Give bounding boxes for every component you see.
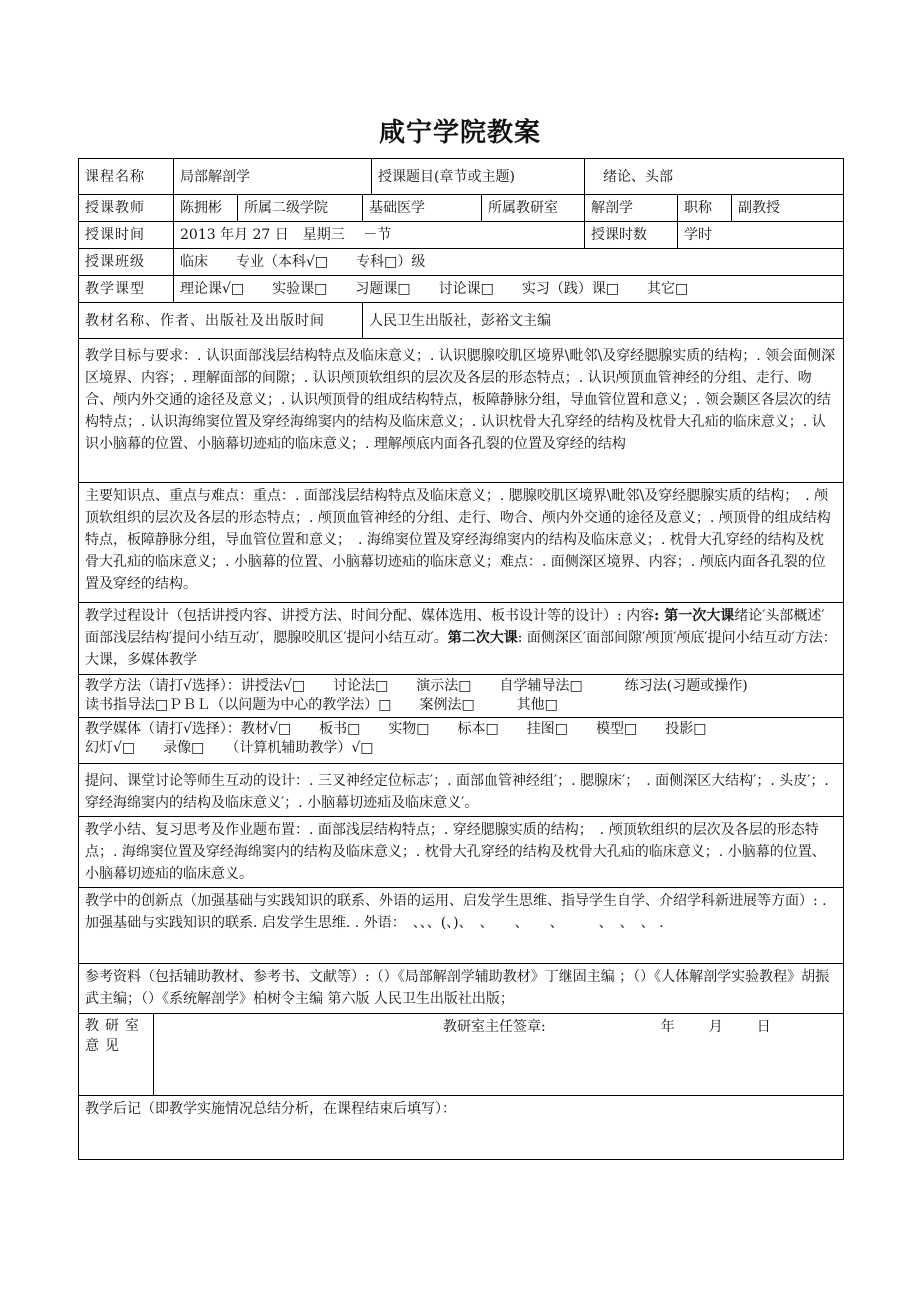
class-row <box>79 249 844 276</box>
topic-value: 绪论、头部 <box>585 159 844 195</box>
course-type-row <box>79 276 844 303</box>
teacher-value: 陈拥彬 <box>174 195 238 222</box>
office-month: 月 <box>708 1019 723 1035</box>
postscript-text: 教学后记（即教学实施情况总结分析，在课程结束后填写）： <box>79 1096 844 1160</box>
class-value: 临床 专业（本科√□ 专科□）级 <box>174 249 844 276</box>
course-row <box>79 159 844 195</box>
office-opinion-cell <box>154 1014 844 1096</box>
media-line-2: 幻灯√□ 录像□ （计算机辅助教学）√□ <box>85 740 374 756</box>
textbook-value: 人民卫生出版社，彭裕文主编 <box>363 303 844 339</box>
summary-text: 教学小结、复习思考及作业题布置：. 面部浅层结构特点；. 穿经腮腺实质的结构； . 颅顶软组织的层次及各层的形态特点；. 海绵窦位置及穿经海绵窦内的结构及临床意义；. 枕骨大孔穿经的结构及枕骨大孔疝的临床意义；. 小脑幕的位置、小脑幕切迹疝的临床意义。 <box>79 817 844 888</box>
time-value: 2013 年月 27 日 星期三 －节 <box>174 222 585 249</box>
teacher-row <box>79 195 844 222</box>
media-line-1: 教学媒体（请打√选择）：教材√□ 板书□ 实物□ 标本□ 挂图□ 模型□ 投影□ <box>85 721 707 737</box>
college-label: 所属二级学院 <box>238 195 363 222</box>
topic-label: 授课题目(章节或主题) <box>372 159 585 195</box>
lesson-plan-table <box>78 158 844 1160</box>
office-opinion-label: 教研室意见 <box>79 1014 154 1096</box>
office-opinion-row <box>79 1014 844 1096</box>
references-text: 参考资料（包括辅助教材、参考书、文献等）:（）《局部解剖学辅助教材》丁继固主编 ；（）《人体解剖学实验教程》胡振武主编；（）《系统解剖学》柏树令主编 第六版 人民卫生出版社出版； <box>79 964 844 1014</box>
course-name-label: 课程名称 <box>79 159 174 195</box>
objectives-text: 教学目标与要求：. 认识面部浅层结构特点及临床意义；. 认识腮腺咬肌区境界\毗邻\及穿经腮腺实质的结构；. 领会面侧深区境界、内容；. 理解面部的间隙；. 认识颅顶软组织的层次及各层的形态特点；. 认识颅顶血管神经的分组、走行、吻合、颅内外交通的途径及意义；. 认识颅顶骨的组成结构特点，板障静脉分组，导血管位置和意义；. 领会颞区各层次的结构特点；. 认识海绵窦位置及穿经海绵窦内的结构及临床意义；. 认识枕骨大孔穿经的结构及枕骨大孔疝的临床意义；. 认识小脑幕的位置、小脑幕切迹疝的临床意义；. 理解颅底内面各孔裂的位置及穿经的结构 <box>79 339 844 483</box>
time-label: 授课时间 <box>79 222 174 249</box>
innovation-text: 教学中的创新点（加强基础与实践知识的联系、外语的运用、启发学生思维、指导学生自学、介绍学科新进展等方面）: . 加强基础与实践知识的联系. 启发学生思维. . 外语： 、、、(、)、 、 、 、 、 、 、 . <box>79 888 844 964</box>
media-cell <box>79 718 844 764</box>
course-type-label: 教学课型 <box>79 276 174 303</box>
process-row <box>79 603 844 675</box>
process-cell <box>79 603 844 675</box>
interaction-text: 提问、课堂讨论等师生互动的设计：. 三叉神经定位标志′；. 面部血管神经组′；. 腮腺床′； . 面侧深区大结构′；. 头皮′；. 穿经海绵窦内的结构及临床意义′；. 小脑幕切迹疝及临床意义′。 <box>79 764 844 817</box>
hours-value: 学时 <box>678 222 844 249</box>
process-first-text: 绪论′头部概述′面部浅层结构′提问小结互动′，腮腺咬肌区′提问小结互动′。 <box>85 608 825 646</box>
postscript-row <box>79 1096 844 1160</box>
media-row <box>79 718 844 764</box>
class-label: 授课班级 <box>79 249 174 276</box>
objectives-row <box>79 339 844 483</box>
course-name-value: 局部解剖学 <box>174 159 372 195</box>
process-first-label: : 第一次大课 <box>654 608 735 624</box>
methods-row <box>79 675 844 718</box>
key-points-text: 主要知识点、重点与难点：重点：. 面部浅层结构特点及临床意义；. 腮腺咬肌区境界\毗邻\及穿经腮腺实质的结构； . 颅顶软组织的层次及各层的形态特点；. 颅顶血管神经的分组、走行、吻合、颅内外交通的途径及意义；. 颅顶骨的组成结构特点，板障静脉分组，导血管位置和意义； . 海绵窦位置及穿经海绵窦内的结构及临床意义；. 枕骨大孔穿经的结构及枕骨大孔疝的临床意义；. 小脑幕的位置、小脑幕切迹疝的临床意义；难点：. 面侧深区境界、内容；. 颅底内面各孔裂的位置及穿经的结构。 <box>79 483 844 603</box>
job-title-value: 副教授 <box>732 195 844 222</box>
office-label: 所属教研室 <box>482 195 585 222</box>
process-intro: 教学过程设计（包括讲授内容、讲授方法、时间分配、媒体选用、板书设计等的设计）: 内容 <box>85 608 655 624</box>
methods-line-2: 读书指导法□ＰＢＬ（以问题为中心的教学法）□ 案例法□ 其他□ <box>85 697 558 713</box>
office-day: 日 <box>756 1019 771 1035</box>
textbook-label: 教材名称、作者、出版社及出版时间 <box>79 303 363 339</box>
innovation-row <box>79 888 844 964</box>
course-type-value: 理论课√□ 实验课□ 习题课□ 讨论课□ 实习（践）课□ 其它□ <box>174 276 844 303</box>
hours-label: 授课时数 <box>585 222 678 249</box>
office-value: 解剖学 <box>585 195 678 222</box>
summary-row <box>79 817 844 888</box>
college-value: 基础医学 <box>363 195 482 222</box>
textbook-row <box>79 303 844 339</box>
office-sign: 教研室主任签章: <box>443 1019 546 1035</box>
document-title: 咸宁学院教案 <box>378 118 541 148</box>
references-row <box>79 964 844 1014</box>
process-second-text: : 面侧深区′面部间隙′颅顶′颅底′提问小结互动′方法：大课，多媒体教学 <box>85 630 837 668</box>
job-title-label: 职称 <box>678 195 732 222</box>
methods-line-1: 教学方法（请打√选择）：讲授法√□ 讨论法□ 演示法□ 自学辅导法□ 练习法(习题或操作) <box>85 678 748 694</box>
methods-cell <box>79 675 844 718</box>
teacher-label: 授课教师 <box>79 195 174 222</box>
interaction-row <box>79 764 844 817</box>
time-row <box>79 222 844 249</box>
process-second-label: 第二次大课 <box>447 630 518 646</box>
key-points-row <box>79 483 844 603</box>
office-year: 年 <box>660 1019 675 1035</box>
